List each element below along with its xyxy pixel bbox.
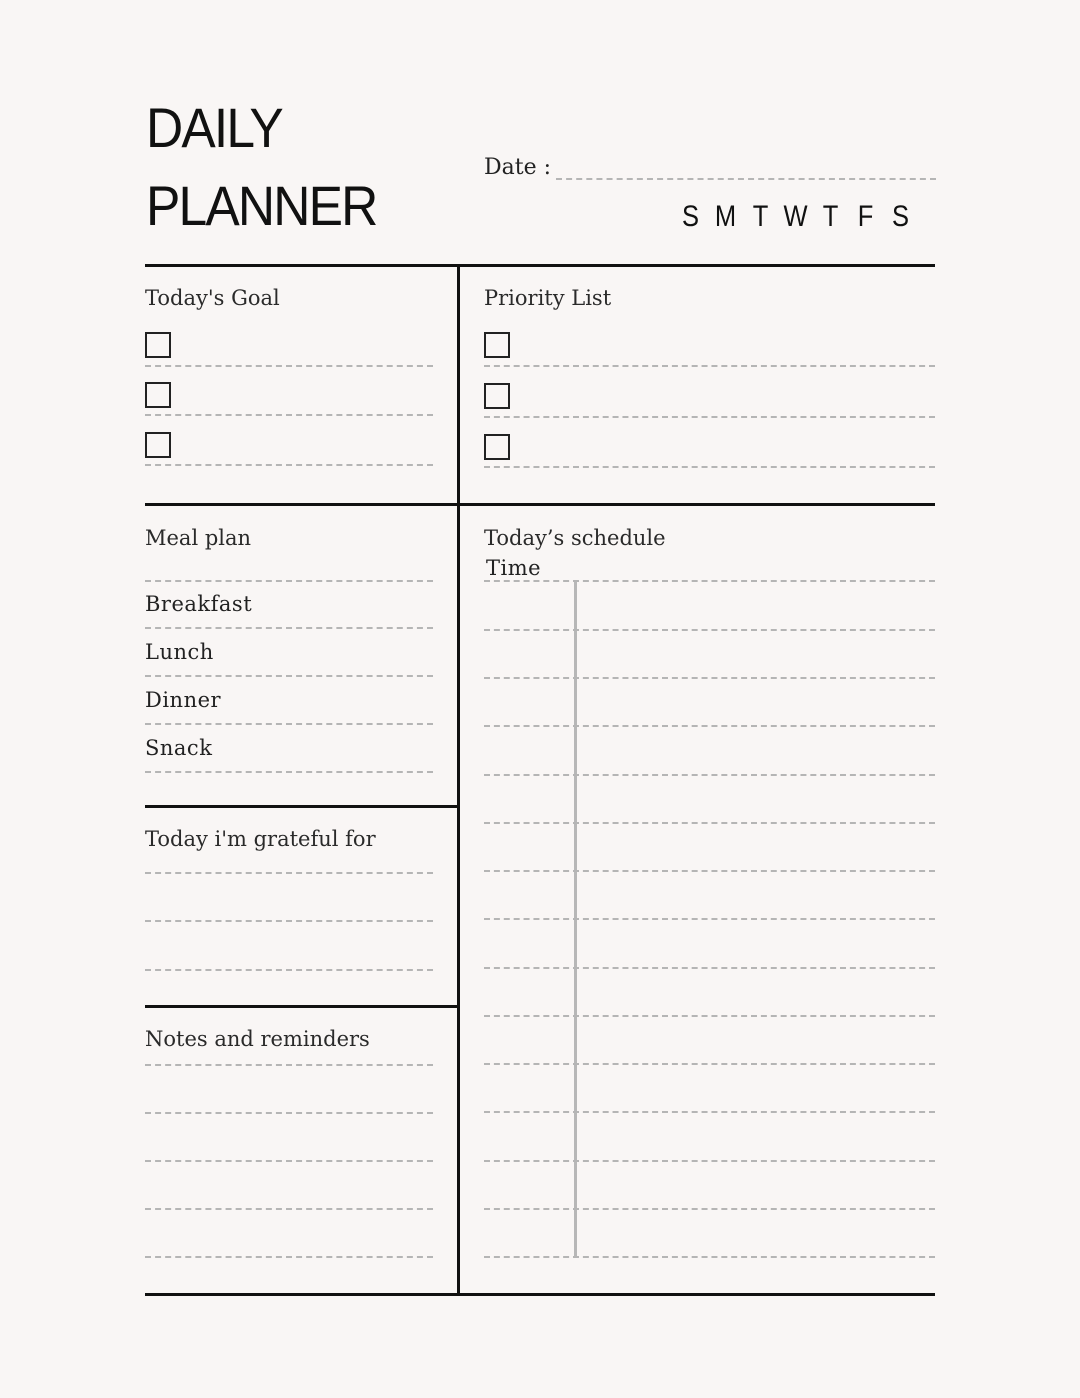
schedule-line-3[interactable]: [484, 725, 935, 727]
schedule-line-8[interactable]: [484, 967, 935, 969]
todays-goal-title: Today's Goal: [145, 286, 280, 310]
schedule-line-2[interactable]: [484, 677, 935, 679]
goal-checkbox-3[interactable]: [145, 432, 171, 458]
schedule-line-11[interactable]: [484, 1111, 935, 1113]
goal-line-2[interactable]: [145, 414, 433, 416]
top-border: [145, 264, 935, 267]
meal-snack-line[interactable]: [145, 771, 433, 773]
notes-line-2[interactable]: [145, 1112, 433, 1114]
goal-checkbox-2[interactable]: [145, 382, 171, 408]
row-divider-1: [145, 503, 935, 506]
date-field-line[interactable]: [556, 178, 936, 180]
weekday-saturday[interactable]: S: [891, 200, 909, 233]
meal-dinner-label: Dinner: [145, 688, 222, 712]
weekday-sunday[interactable]: S: [681, 200, 699, 233]
schedule-line-5[interactable]: [484, 822, 935, 824]
title-line-1: DAILY: [146, 96, 282, 159]
grateful-title: Today i'm grateful for: [145, 827, 376, 851]
bottom-border: [145, 1293, 935, 1296]
notes-line-5[interactable]: [145, 1256, 433, 1258]
meal-snack-label: Snack: [145, 736, 213, 760]
meal-breakfast-line[interactable]: [145, 627, 433, 629]
priority-line-1[interactable]: [484, 365, 935, 367]
date-label: Date :: [484, 155, 552, 180]
priority-line-2[interactable]: [484, 416, 935, 418]
notes-line-3[interactable]: [145, 1160, 433, 1162]
meal-breakfast-label: Breakfast: [145, 592, 253, 616]
grateful-line-2[interactable]: [145, 920, 433, 922]
meal-lunch-label: Lunch: [145, 640, 214, 664]
schedule-line-9[interactable]: [484, 1015, 935, 1017]
meal-dinner-line[interactable]: [145, 723, 433, 725]
priority-list-title: Priority List: [484, 286, 612, 310]
priority-checkbox-1[interactable]: [484, 332, 510, 358]
title-line-2: PLANNER: [146, 174, 377, 237]
notes-line-4[interactable]: [145, 1208, 433, 1210]
priority-checkbox-3[interactable]: [484, 434, 510, 460]
schedule-time-label: Time: [486, 556, 542, 580]
schedule-time-divider: [574, 582, 577, 1258]
center-divider: [457, 264, 460, 1296]
schedule-title: Today’s schedule: [484, 526, 666, 550]
schedule-line-10[interactable]: [484, 1063, 935, 1065]
grateful-line-3[interactable]: [145, 969, 433, 971]
schedule-line-6[interactable]: [484, 870, 935, 872]
row-divider-3: [145, 1005, 458, 1008]
schedule-line-4[interactable]: [484, 774, 935, 776]
priority-checkbox-2[interactable]: [484, 383, 510, 409]
row-divider-2: [145, 805, 458, 808]
weekday-thursday[interactable]: T: [822, 200, 839, 233]
schedule-line-1[interactable]: [484, 629, 935, 631]
meal-lunch-line[interactable]: [145, 675, 433, 677]
schedule-line-0: [484, 580, 935, 582]
meal-plan-title: Meal plan: [145, 526, 252, 550]
goal-checkbox-1[interactable]: [145, 332, 171, 358]
priority-line-3[interactable]: [484, 466, 935, 468]
goal-line-3[interactable]: [145, 464, 433, 466]
schedule-line-12[interactable]: [484, 1160, 935, 1162]
notes-line-1[interactable]: [145, 1064, 433, 1066]
schedule-line-13[interactable]: [484, 1208, 935, 1210]
notes-title: Notes and reminders: [145, 1027, 370, 1051]
grateful-line-1[interactable]: [145, 872, 433, 874]
weekday-row: [673, 200, 918, 234]
schedule-line-7[interactable]: [484, 918, 935, 920]
weekday-tuesday[interactable]: T: [752, 200, 769, 233]
meal-line-0: [145, 580, 433, 582]
weekday-wednesday[interactable]: W: [783, 200, 808, 233]
weekday-monday[interactable]: M: [714, 200, 737, 233]
goal-line-1[interactable]: [145, 365, 433, 367]
schedule-line-14[interactable]: [484, 1256, 935, 1258]
weekday-friday[interactable]: F: [857, 200, 874, 233]
